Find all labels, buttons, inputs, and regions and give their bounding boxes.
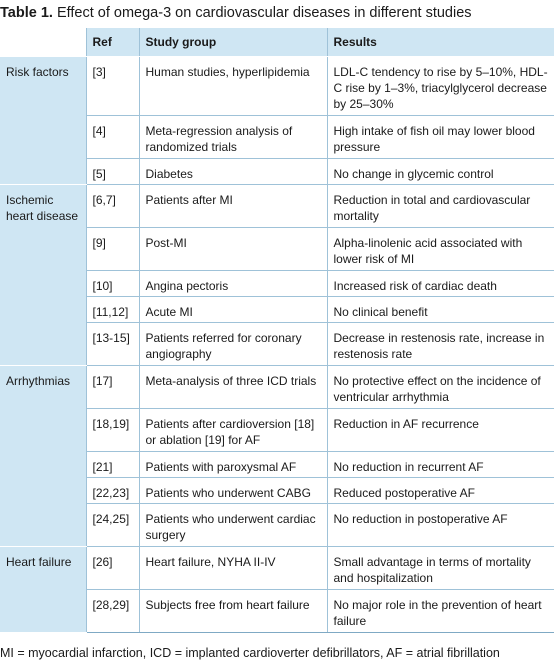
header-results: Results <box>327 28 554 56</box>
category-cell: Risk factors <box>0 56 86 184</box>
omega3-table <box>0 28 554 633</box>
table-row <box>0 546 554 589</box>
result-cell: Reduction in total and cardiovascular mortality <box>327 184 554 227</box>
ref-cell: [3] <box>86 56 139 115</box>
ref-cell: [24,25] <box>86 503 139 546</box>
result-cell: Reduction in AF recurrence <box>327 408 554 451</box>
study-group-cell: Patients who underwent CABG <box>139 477 327 503</box>
study-group-cell: Human studies, hyperlipidemia <box>139 56 327 115</box>
study-group-cell: Patients with paroxysmal AF <box>139 451 327 477</box>
table-body <box>0 56 554 632</box>
ref-cell: [11,12] <box>86 296 139 322</box>
table-row <box>0 184 554 227</box>
ref-cell: [6,7] <box>86 184 139 227</box>
header-empty-cell <box>0 28 86 56</box>
study-group-cell: Diabetes <box>139 158 327 184</box>
result-cell: No reduction in postoperative AF <box>327 503 554 546</box>
table-row <box>0 56 554 115</box>
study-group-cell: Meta-regression analysis of randomized trials <box>139 115 327 158</box>
category-cell: Heart failure <box>0 546 86 632</box>
ref-cell: [21] <box>86 451 139 477</box>
table-caption-text: Effect of omega-3 on cardiovascular diseases in different studies <box>52 5 472 21</box>
table-footnote: MI = myocardial infarction, ICD = implanted cardioverter defibrillators, AF = atrial fibrillation <box>0 646 500 660</box>
study-group-cell: Patients who underwent cardiac surgery <box>139 503 327 546</box>
header-row <box>0 28 554 56</box>
result-cell: LDL-C tendency to rise by 5–10%, HDL-C rise by 1–3%, triacylglycerol decrease by 25–30% <box>327 56 554 115</box>
ref-cell: [22,23] <box>86 477 139 503</box>
result-cell: Decrease in restenosis rate, increase in restenosis rate <box>327 322 554 365</box>
ref-cell: [13-15] <box>86 322 139 365</box>
table-caption <box>0 4 472 22</box>
header-study-group: Study group <box>139 28 327 56</box>
study-group-cell: Angina pectoris <box>139 270 327 296</box>
ref-cell: [10] <box>86 270 139 296</box>
study-group-cell: Patients referred for coronary angiography <box>139 322 327 365</box>
study-group-cell: Acute MI <box>139 296 327 322</box>
result-cell: No protective effect on the incidence of ventricular arrhythmia <box>327 365 554 408</box>
result-cell: No reduction in recurrent AF <box>327 451 554 477</box>
header-ref: Ref <box>86 28 139 56</box>
ref-cell: [5] <box>86 158 139 184</box>
table-caption-label: Table 1. <box>0 5 53 21</box>
study-group-cell: Meta-analysis of three ICD trials <box>139 365 327 408</box>
table-row <box>0 365 554 408</box>
study-group-cell: Subjects free from heart failure <box>139 589 327 632</box>
result-cell: Reduced postoperative AF <box>327 477 554 503</box>
ref-cell: [17] <box>86 365 139 408</box>
result-cell: Increased risk of cardiac death <box>327 270 554 296</box>
result-cell: No clinical benefit <box>327 296 554 322</box>
ref-cell: [26] <box>86 546 139 589</box>
category-cell: Ischemic heart disease <box>0 184 86 365</box>
ref-cell: [18,19] <box>86 408 139 451</box>
result-cell: Small advantage in terms of mortality and hospitalization <box>327 546 554 589</box>
study-group-cell: Patients after MI <box>139 184 327 227</box>
study-group-cell: Heart failure, NYHA II-IV <box>139 546 327 589</box>
category-cell: Arrhythmias <box>0 365 86 546</box>
ref-cell: [28,29] <box>86 589 139 632</box>
ref-cell: [9] <box>86 227 139 270</box>
study-group-cell: Post-MI <box>139 227 327 270</box>
result-cell: No change in glycemic control <box>327 158 554 184</box>
result-cell: High intake of fish oil may lower blood pressure <box>327 115 554 158</box>
result-cell: Alpha-linolenic acid associated with lower risk of MI <box>327 227 554 270</box>
result-cell: No major role in the prevention of heart failure <box>327 589 554 632</box>
study-group-cell: Patients after cardioversion [18] or ablation [19] for AF <box>139 408 327 451</box>
ref-cell: [4] <box>86 115 139 158</box>
